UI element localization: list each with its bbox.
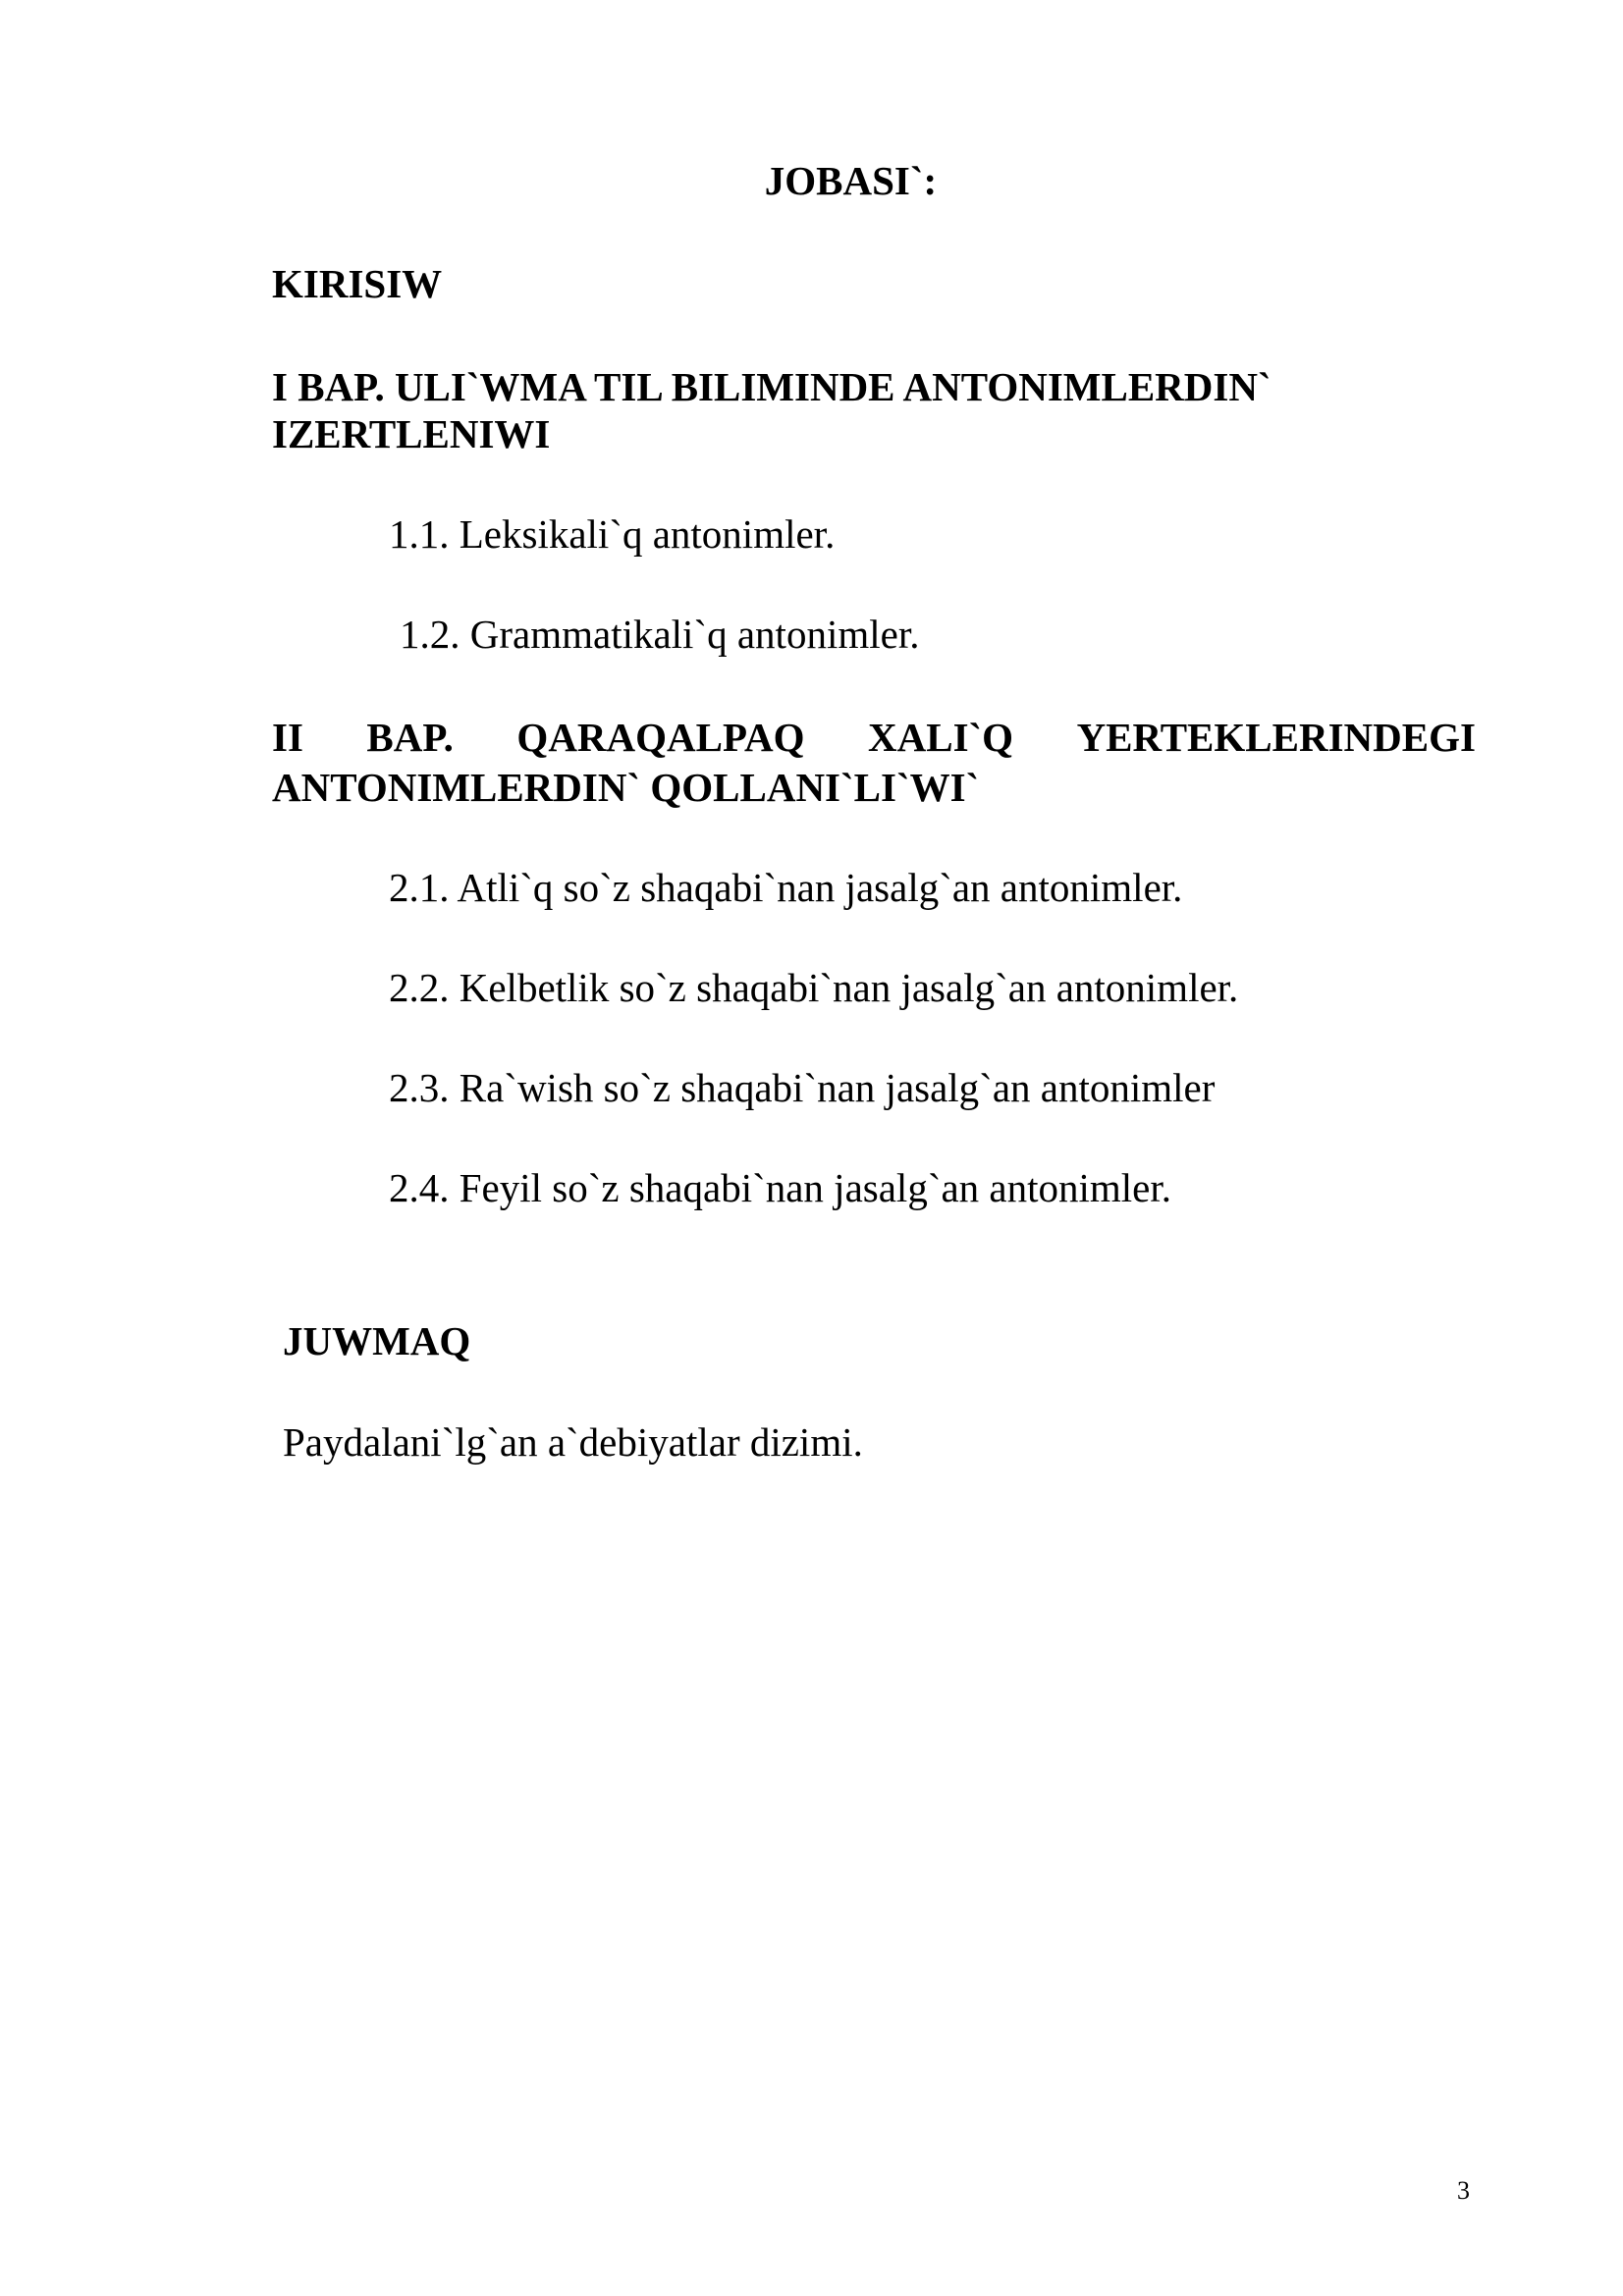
toc-chapter2-word: XALI`Q — [868, 715, 1014, 760]
toc-chapter2-word: YERTEKLERINDEGI — [1076, 715, 1476, 760]
toc-chapter1-line1: I BAP. ULI`WMA TIL BILIMINDE ANTONIMLERDIN` — [272, 364, 1271, 409]
toc-chapter2-word: II — [272, 715, 303, 760]
toc-conclusion: JUWMAQ — [283, 1318, 471, 1363]
page-title: JOBASI`: — [764, 158, 938, 203]
page-number: 3 — [1457, 2176, 1470, 2205]
toc-intro: KIRISIW — [272, 261, 443, 306]
toc-chapter2-word: BAP. — [366, 715, 454, 760]
toc-item-1-1: 1.1. Leksikali`q antonimler. — [389, 511, 836, 557]
toc-references: Paydalani`lg`an a`debiyatlar dizimi. — [283, 1419, 863, 1465]
toc-item-2-3: 2.3. Ra`wish so`z shaqabi`nan jasalg`an antonimler — [389, 1065, 1216, 1110]
toc-item-1-2: 1.2. Grammatikali`q antonimler. — [400, 612, 920, 657]
toc-chapter1-line2: IZERTLENIWI — [272, 411, 551, 456]
toc-item-2-2: 2.2. Kelbetlik so`z shaqabi`nan jasalg`an antonimler. — [389, 965, 1239, 1010]
toc-chapter2-line1 — [272, 714, 1476, 761]
toc-item-2-4: 2.4. Feyil so`z shaqabi`nan jasalg`an antonimler. — [389, 1165, 1172, 1210]
toc-chapter2-word: QARAQALPAQ — [516, 715, 805, 760]
toc-item-2-1: 2.1. Atli`q so`z shaqabi`nan jasalg`an antonimler. — [389, 865, 1183, 910]
toc-chapter2-line2: ANTONIMLERDIN` QOLLANI`LI`WI` — [272, 765, 980, 810]
